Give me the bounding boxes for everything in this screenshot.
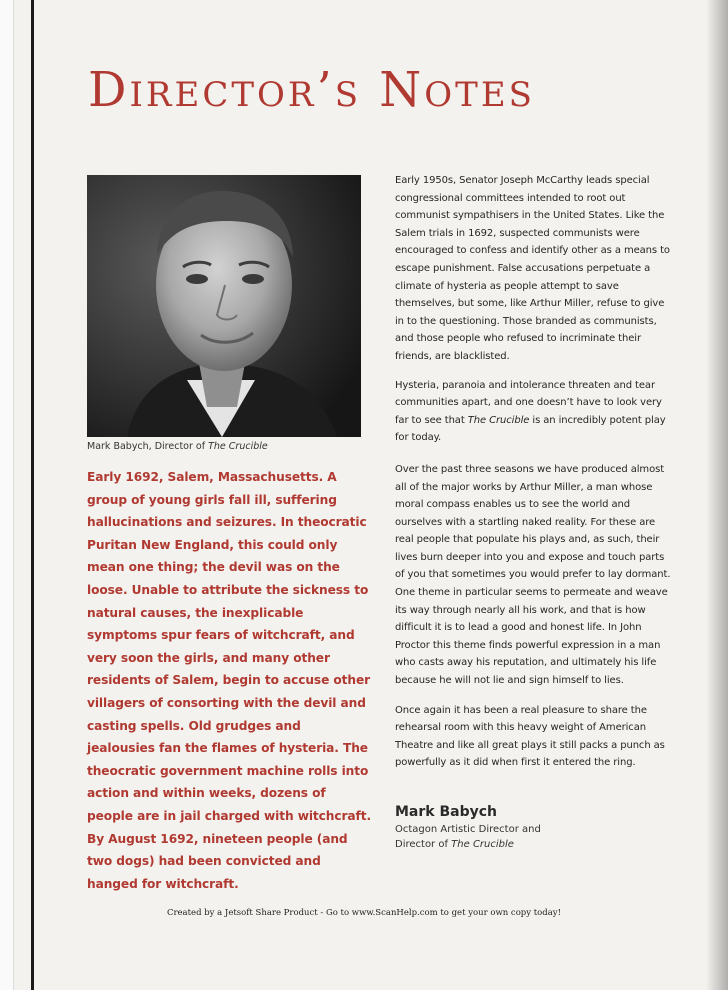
body-paragraph-2 [395,377,673,447]
body-paragraph-1: Early 1950s, Senator Joseph McCarthy leads special congressional committees intended to root out communist sympathisers in the United States. Like the Salem trials in 1692, suspected communists were encouraged to confess and identify other as a means to escape punishment. False accusations perpetuate a climate of hysteria as people attempt to save themselves, but some, like Arthur Miller, refuse to give in to the questioning. Those branded as communists, and those people who refused to incriminate their friends, are blacklisted. [395,175,670,362]
signature-name: Mark Babych [395,804,497,820]
p2-text-after: is an incredibly potent play for today. [395,414,666,444]
body-paragraph-3: Over the past three seasons we have produced almost all of the major works by Arthur Miller, a man whose moral compass enables us to see the world and ourselves with a startling naked reality. For these are real people that populate his plays and, as such, their lives burn deeper into you and expose and touch parts of you that sometimes you would prefer to lay dormant. One theme in particular seems to permeate and weave its way through nearly all his work, and that is how difficult it is to lead a good and honest life. In John Proctor this theme finds powerful expression in a man who casts away his reputation, and ultimately his life because he will not lie and sign himself to lies. [395,463,671,687]
signature-role-2 [395,837,655,852]
portrait-photo-icon [87,175,361,437]
left-rule-divider [31,0,34,990]
signature-play-title: The Crucible [451,839,514,850]
body-paragraph-4: Once again it has been a real pleasure to share the rehearsal room with this heavy weight of American Theatre and like all great plays it still packs a punch as powerfully as it did when first it entered the ring. [395,704,665,769]
p2-play-title: The Crucible [467,414,530,426]
p2-text-before: Hysteria, paranoia and intolerance threaten and tear communities apart, and one doesn’t have to look very far to see that [395,379,662,426]
caption-text: Mark Babych, Director of [87,441,209,452]
intro-paragraph: Early 1692, Salem, Massachusetts. A group of young girls fall ill, suffering hallucinations and seizures. In theocratic Puritan New England, this could only mean one thing; the devil was on the loose. Unable to attribute the sickness to natural causes, the inexplicable symptoms spur fears of witchcraft, and very soon the girls, and many other residents of Salem, begin to accuse other villagers of consorting with the devil and casting spells. Old grudges and jealousies fan the flames of hysteria. The theocratic government machine rolls into action and within weeks, dozens of people are in jail charged with witchcraft. By August 1692, nineteen people (and two dogs) had been convicted and hanged for witchcraft. [87,470,371,891]
caption-play-title: The Crucible [208,441,268,452]
scan-footer-notice: Created by a Jetsoft Share Product - Go to www.ScanHelp.com to get your own copy today! [166,908,562,918]
director-portrait [87,175,361,437]
spine-edge [13,0,14,990]
show-through-background [568,40,728,190]
page-shadow [706,0,728,990]
signature-role-prefix: Director of [395,839,452,850]
page-spine [0,0,14,990]
notes-body [395,172,673,783]
signature-role-1: Octagon Artistic Director and [395,824,541,835]
photo-caption [87,440,367,454]
signature-block [395,802,655,852]
page-title: Director’s Notes [88,62,535,118]
